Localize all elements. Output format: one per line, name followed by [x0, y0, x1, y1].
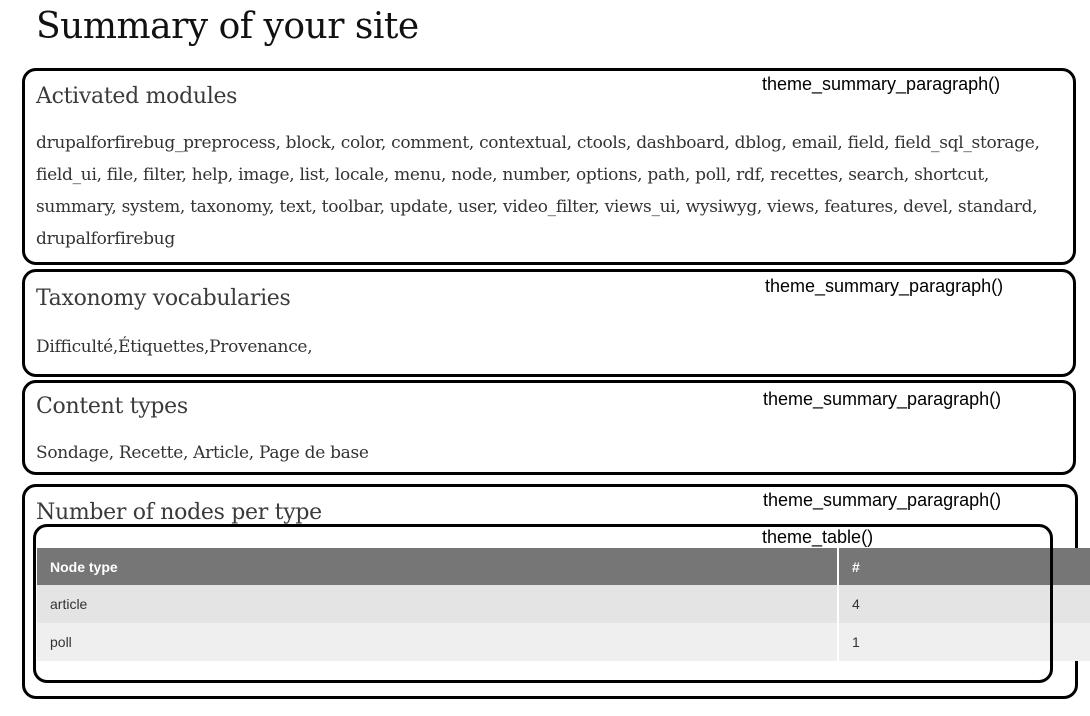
table-cell-count: 1	[838, 623, 1090, 661]
column-header-node-type: Node type	[37, 548, 838, 585]
table-cell-node-type: poll	[37, 623, 838, 661]
section-text-content-types: Sondage, Recette, Article, Page de base	[36, 443, 369, 463]
section-text-modules: drupalforfirebug_preprocess, block, color, comment, contextual, ctools, dashboard, dblog, email, field, field_sql_storage, field_ui, file, filter, help, image, list, locale, menu, node, number, options, path, poll, rdf, recettes, search, shortcut, summary, system, taxonomy, text, toolbar, update, user, video_filter, views_ui, wysiwyg, views, features, devel, standard, drupalforfirebug	[36, 133, 1040, 249]
table-cell-count: 4	[838, 585, 1090, 623]
annotation-box-table	[33, 524, 1053, 683]
section-heading-modules: Activated modules	[36, 84, 238, 109]
section-heading-vocabularies: Taxonomy vocabularies	[36, 286, 291, 311]
page-title: Summary of your site	[36, 6, 419, 47]
column-header-count: #	[838, 548, 1090, 585]
section-heading-nodes: Number of nodes per type	[36, 500, 322, 525]
annotation-label-table: theme_table()	[762, 527, 874, 547]
annotation-label-modules: theme_summary_paragraph()	[762, 74, 1001, 94]
annotation-label-vocabularies: theme_summary_paragraph()	[765, 276, 1004, 296]
table-cell-node-type: article	[37, 585, 838, 623]
annotation-label-content-types: theme_summary_paragraph()	[763, 389, 1002, 409]
section-text-vocabularies: Difficulté,Étiquettes,Provenance,	[36, 337, 313, 357]
section-heading-content-types: Content types	[36, 394, 188, 419]
annotation-label-nodes: theme_summary_paragraph()	[763, 490, 1002, 510]
